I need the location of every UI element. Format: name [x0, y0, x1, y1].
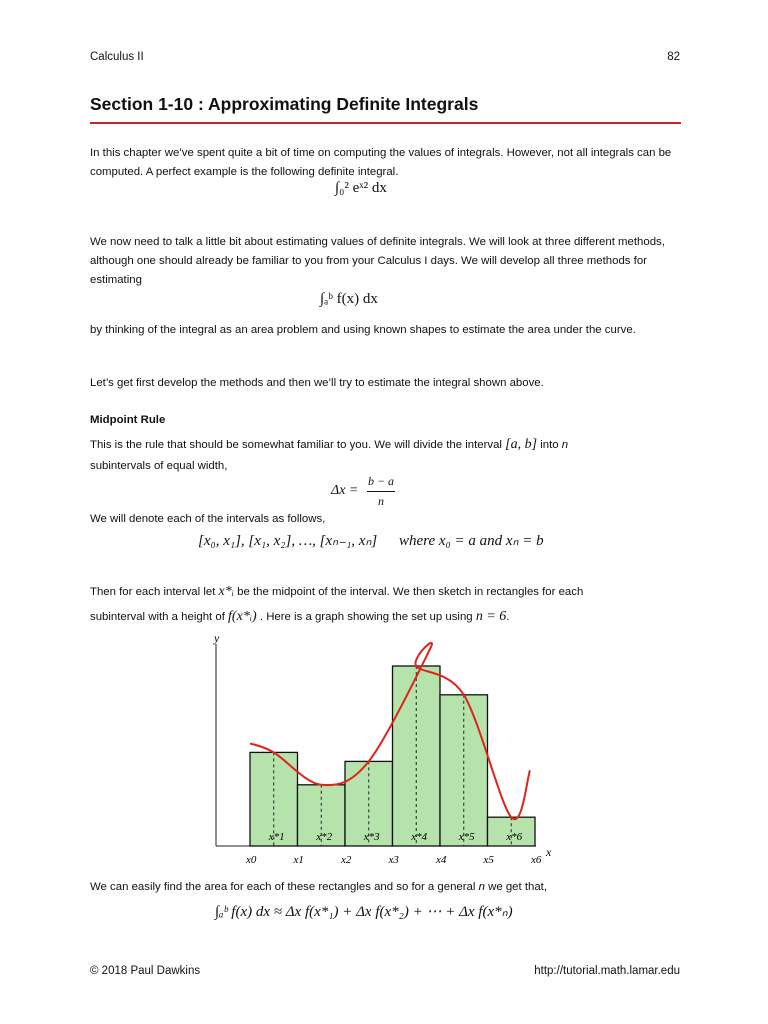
delta-numerator: b − a — [367, 474, 395, 488]
endpoint-label-1: x1 — [293, 854, 304, 866]
equation-intervals-list: [x₀, x₁], [x₁, x₂], …, [xₙ₋₁, xₙ] where x₀ = a and xₙ = b — [198, 533, 544, 549]
endpoint-label-5: x5 — [483, 854, 494, 866]
intro-paragraph-4: Let’s get first develop the methods and then we’ll try to estimate the integral shown above. — [90, 377, 544, 389]
interval-ab: [a, b] — [505, 437, 538, 452]
equation-integral-1: ∫₀² eˣ² dx — [335, 180, 387, 196]
midpoint-rule-graph — [196, 628, 566, 878]
fraction-bar — [367, 491, 395, 492]
midpoint-paragraph-2: We will denote each of the intervals as follows, — [90, 513, 326, 525]
midpoint-paragraph-1: This is the rule that should be somewhat familiar to you. We will divide the interval [a, b] into n — [90, 437, 569, 452]
header-left: Calculus II — [90, 51, 144, 63]
equation-delta-x: Δx = — [331, 483, 359, 498]
midpoint-paragraph-4: subinterval with a height of f(x*ᵢ) . Here is a graph showing the set up using n = 6. — [90, 609, 510, 624]
equation-integral-2: ∫ₐᵇ f(x) dx — [320, 291, 378, 307]
page-number: 82 — [667, 51, 680, 63]
midpoint-rule-heading: Midpoint Rule — [90, 414, 166, 426]
intro-paragraph-2: We now need to talk a little bit about estimating values of definite integrals. We will look at three different methods, although one should already be familiar to you from your Calculus I days. We will develop all three methods for estimating — [90, 236, 665, 286]
after-graph-paragraph: We can easily find the area for each of these rectangles and so for a general n we get that, — [90, 881, 547, 893]
footer-url: http://tutorial.math.lamar.edu — [534, 965, 680, 977]
endpoint-label-4: x4 — [436, 854, 447, 866]
midpoint-label-3: x*3 — [363, 831, 380, 843]
midpoint-label-5: x*5 — [458, 831, 475, 843]
intro-paragraph-3: by thinking of the integral as an area problem and using known shapes to estimate the area under the curve. — [90, 324, 636, 336]
intro-paragraph-1: In this chapter we’ve spent quite a bit of time on computing the values of integrals. However, not all integrals can be computed. A perfect example is the following definite integral. — [90, 147, 672, 178]
endpoint-label-2: x2 — [341, 854, 352, 866]
delta-denominator: n — [378, 494, 384, 508]
midpoint-label-6: x*6 — [506, 831, 523, 843]
y-axis-label: y — [214, 631, 220, 645]
midpoint-paragraph-3: Then for each interval let x*ᵢ be the midpoint of the interval. We then sketch in rectangles for each — [90, 584, 584, 599]
equation-approximation: ∫ₐᵇ f(x) dx ≈ Δx f(x*₁) + Δx f(x*₂) + ⋯ + Δx f(x*ₙ) — [215, 904, 513, 920]
endpoint-label-0: x0 — [246, 854, 257, 866]
section-title: Section 1-10 : Approximating Definite Integrals — [90, 94, 479, 114]
midpoint-paragraph-1-cont: subintervals of equal width, — [90, 460, 228, 472]
footer-copyright: © 2018 Paul Dawkins — [90, 965, 201, 977]
endpoint-label-6: x6 — [531, 854, 542, 866]
midpoint-label-1: x*1 — [268, 831, 285, 843]
title-rule — [90, 122, 681, 124]
x-axis-label: x — [546, 845, 552, 859]
endpoint-label-3: x3 — [388, 854, 399, 866]
midpoint-label-2: x*2 — [316, 831, 333, 843]
midpoint-label-4: x*4 — [411, 831, 428, 843]
